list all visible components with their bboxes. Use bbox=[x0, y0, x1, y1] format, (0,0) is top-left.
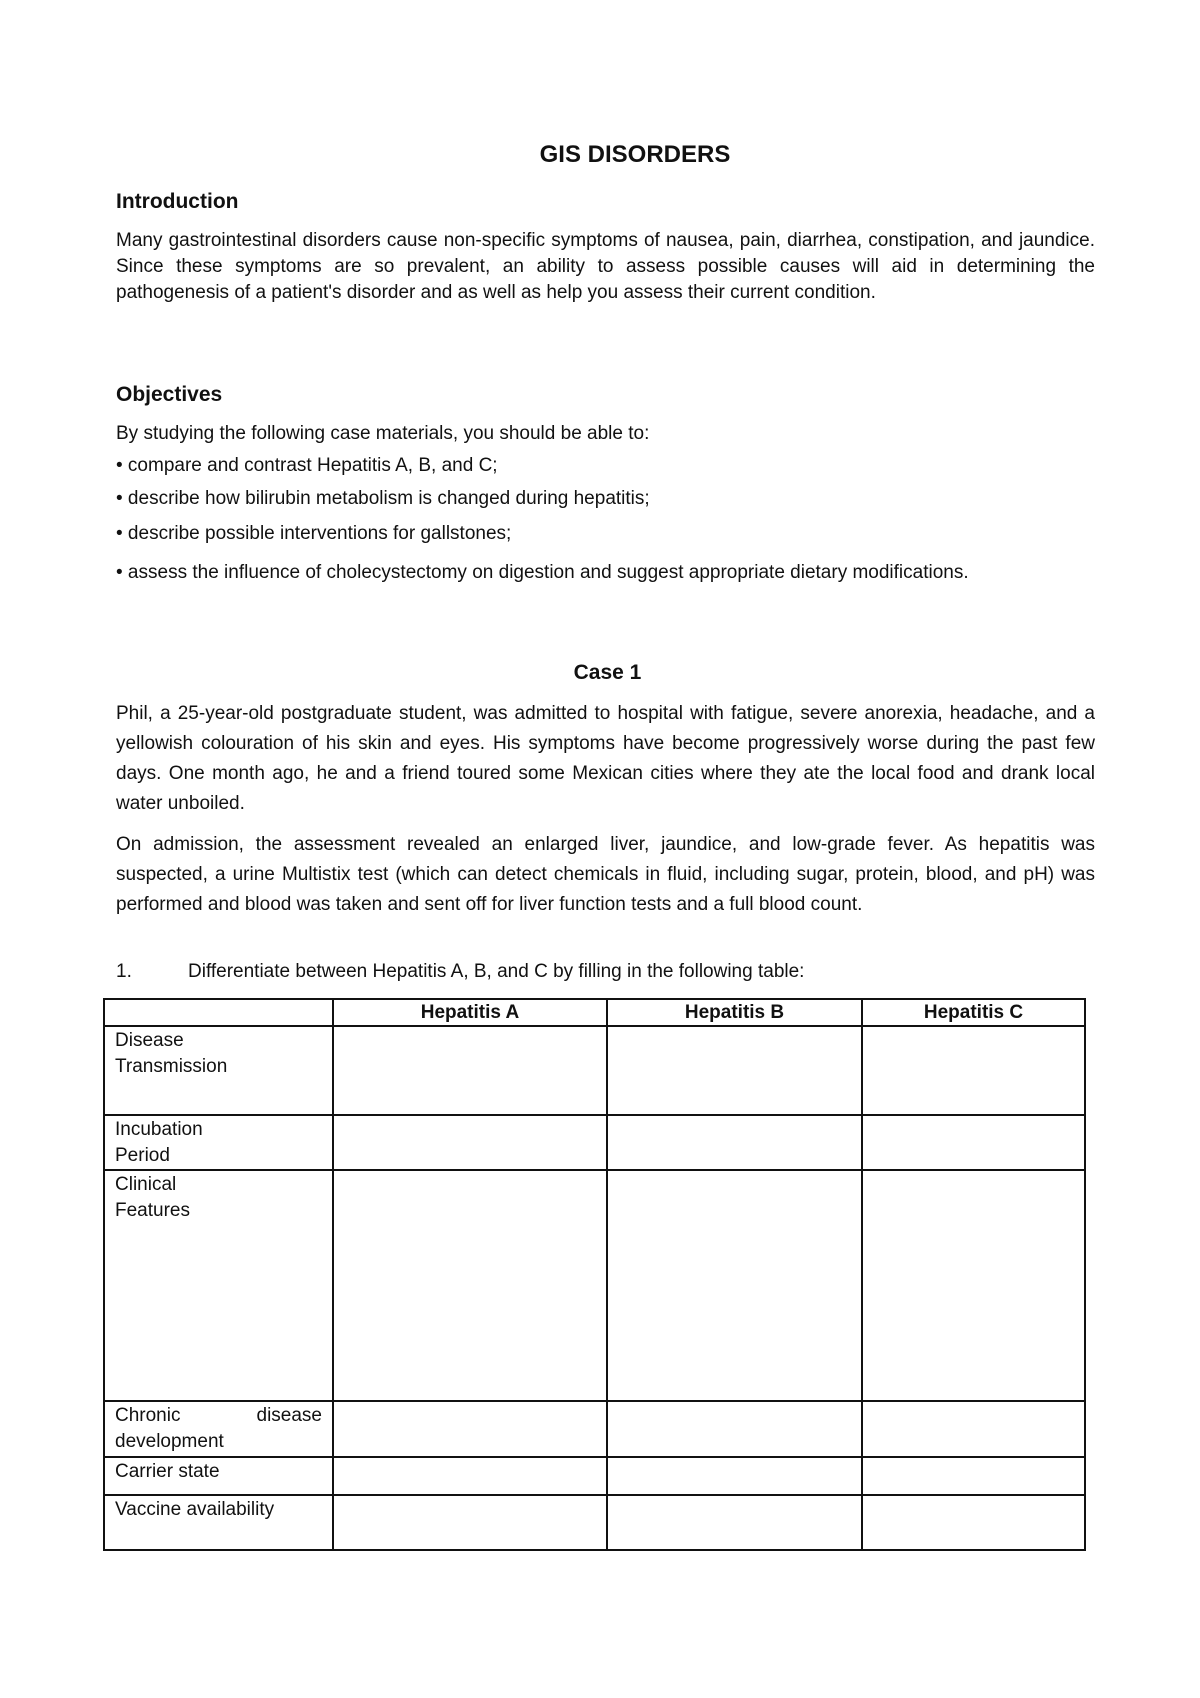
table-header-cell bbox=[104, 999, 333, 1026]
answer-cell[interactable] bbox=[862, 1495, 1085, 1550]
row-label-line: development bbox=[115, 1431, 224, 1452]
answer-cell[interactable] bbox=[862, 1026, 1085, 1115]
table-header-cell: Hepatitis B bbox=[607, 999, 862, 1026]
row-label bbox=[104, 1401, 333, 1457]
row-label bbox=[104, 1115, 333, 1170]
answer-cell[interactable] bbox=[333, 1170, 607, 1401]
document-title: GIS DISORDERS bbox=[539, 141, 731, 168]
answer-cell[interactable] bbox=[333, 1026, 607, 1115]
objectives-lead: By studying the following case materials, you should be able to: bbox=[116, 423, 650, 444]
introduction-text: Many gastrointestinal disorders cause non-specific symptoms of nausea, pain, diarrhea, constipation, and jaundice. Since these symptoms are so prevalent, an ability to assess possible causes will aid in determining the pathogenesis of a patient's disorder and as well as help you assess their current condition. bbox=[116, 230, 1095, 303]
answer-cell[interactable] bbox=[607, 1401, 862, 1457]
table-row bbox=[104, 1115, 1085, 1170]
hepatitis-comparison-table bbox=[103, 998, 1086, 1551]
row-label-line: Incubation bbox=[115, 1119, 203, 1140]
row-label-line: Period bbox=[115, 1145, 170, 1166]
answer-cell[interactable] bbox=[607, 1170, 862, 1401]
answer-cell[interactable] bbox=[607, 1115, 862, 1170]
row-label-line: Features bbox=[115, 1200, 190, 1221]
table-row bbox=[104, 1401, 1085, 1457]
question-text: Differentiate between Hepatitis A, B, and C by filling in the following table: bbox=[188, 961, 805, 982]
objective-item: • compare and contrast Hepatitis A, B, and C; bbox=[116, 455, 498, 476]
introduction-heading: Introduction bbox=[116, 190, 239, 213]
row-label bbox=[104, 1495, 333, 1550]
case-paragraph: On admission, the assessment revealed an enlarged liver, jaundice, and low-grade fever. As hepatitis was suspected, a urine Multistix test (which can detect chemicals in fluid, including sugar, protein, blood, and pH) was performed and blood was taken and sent off for liver function tests and a full blood count. bbox=[116, 834, 1095, 915]
row-label-line: Disease bbox=[115, 1030, 184, 1051]
question-number: 1. bbox=[116, 961, 132, 982]
answer-cell[interactable] bbox=[862, 1170, 1085, 1401]
row-label-line: Transmission bbox=[115, 1056, 228, 1077]
answer-cell[interactable] bbox=[333, 1457, 607, 1495]
objective-item: • describe possible interventions for gallstones; bbox=[116, 523, 512, 544]
row-label bbox=[104, 1457, 333, 1495]
case-paragraph: Phil, a 25-year-old postgraduate student, was admitted to hospital with fatigue, severe anorexia, headache, and a yellowish colouration of his skin and eyes. His symptoms have become progressively worse during the past few days. One month ago, he and a friend toured some Mexican cities where they ate the local food and drank local water unboiled. bbox=[116, 703, 1095, 814]
table-row bbox=[104, 1026, 1085, 1115]
answer-cell[interactable] bbox=[333, 1115, 607, 1170]
row-label-line: Chronic disease bbox=[115, 1405, 322, 1426]
objectives-heading: Objectives bbox=[116, 383, 223, 406]
row-label-line: Carrier state bbox=[115, 1461, 220, 1482]
answer-cell[interactable] bbox=[862, 1115, 1085, 1170]
answer-cell[interactable] bbox=[607, 1026, 862, 1115]
table-row bbox=[104, 1495, 1085, 1550]
row-label-line: Clinical bbox=[115, 1174, 177, 1195]
objective-item: • describe how bilirubin metabolism is changed during hepatitis; bbox=[116, 488, 650, 509]
row-label bbox=[104, 1170, 333, 1401]
answer-cell[interactable] bbox=[607, 1495, 862, 1550]
row-label bbox=[104, 1026, 333, 1115]
answer-cell[interactable] bbox=[862, 1457, 1085, 1495]
case-title: Case 1 bbox=[573, 661, 642, 684]
answer-cell[interactable] bbox=[607, 1457, 862, 1495]
answer-cell[interactable] bbox=[333, 1495, 607, 1550]
table-header-cell: Hepatitis A bbox=[333, 999, 607, 1026]
row-label-line: Vaccine availability bbox=[115, 1499, 275, 1520]
answer-cell[interactable] bbox=[333, 1401, 607, 1457]
table-header-row bbox=[104, 999, 1085, 1026]
table-row bbox=[104, 1170, 1085, 1401]
table-header-cell: Hepatitis C bbox=[862, 999, 1085, 1026]
table-row bbox=[104, 1457, 1085, 1495]
objective-item: • assess the influence of cholecystectomy on digestion and suggest appropriate dietary modifications. bbox=[116, 562, 969, 583]
answer-cell[interactable] bbox=[862, 1401, 1085, 1457]
